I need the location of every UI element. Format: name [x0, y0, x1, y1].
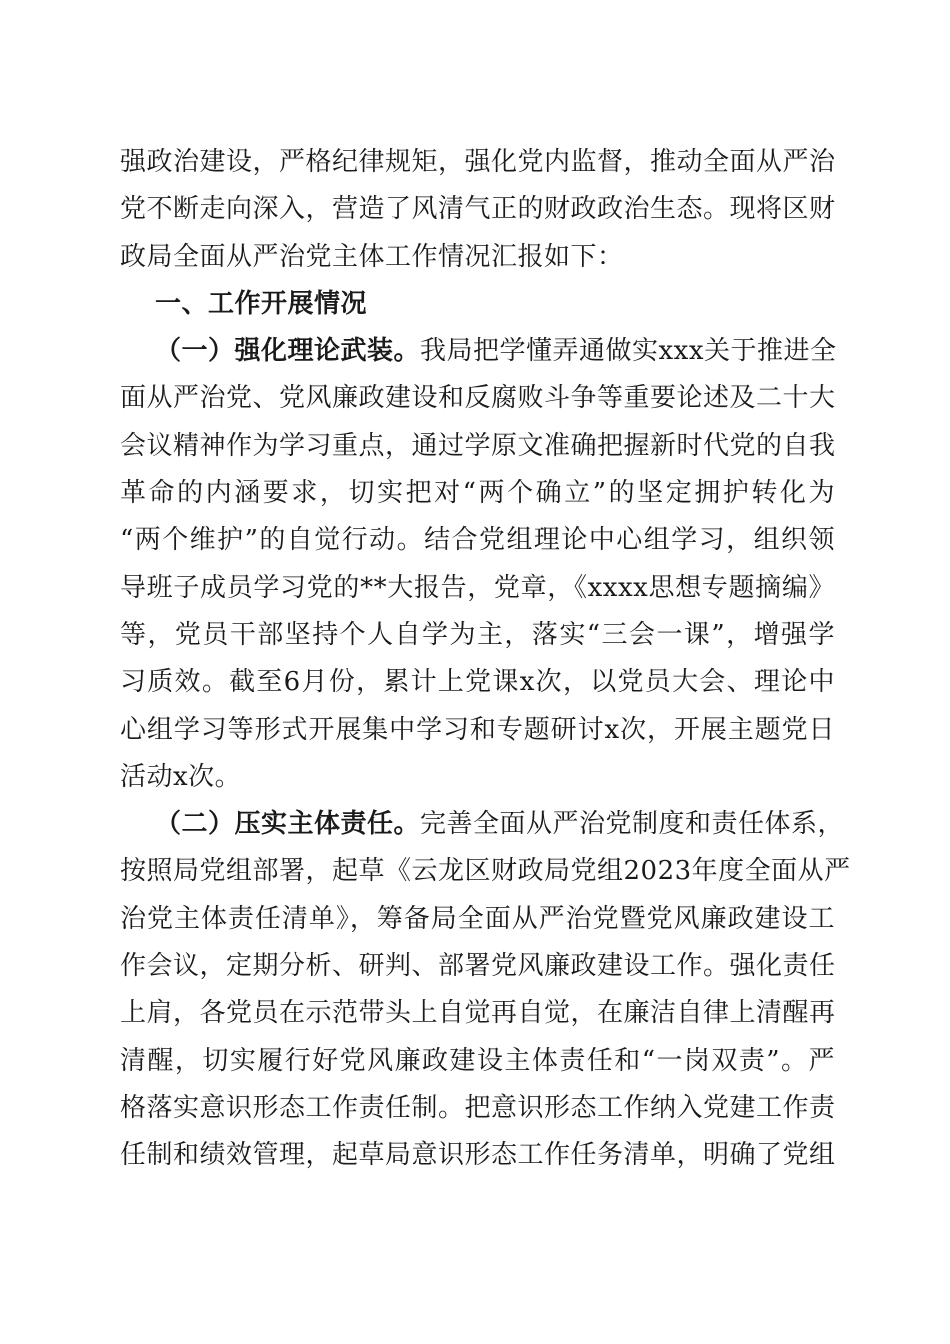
section1-line-5: “两个维护”的自觉行动。结合党组理论中心组学习，组织领 — [120, 525, 835, 556]
intro-line-3: 政局全面从严治党主体工作情况汇报如下： — [120, 241, 624, 272]
section2-line-6: 清醒，切实履行好党风廉政建设主体责任和“一岗双责”。严 — [120, 1045, 835, 1076]
section1-line-3: 会议精神作为学习重点，通过学原文准确把握新时代党的自我 — [120, 430, 836, 461]
section2-line-3: 治党主体责任清单》，筹备局全面从严治党暨党风廉政建设工 — [120, 903, 835, 934]
section2-line-5: 上肩，各党员在示范带头上自觉再自觉，在廉洁自律上清醒再 — [120, 998, 836, 1029]
section2-line-2: 按照局党组部署，起草《云龙区财政局党组2023年度全面从严 — [120, 856, 851, 887]
section2-lead: （二）压实主体责任。 — [155, 809, 421, 840]
document-body — [120, 139, 851, 1180]
section1-line-2: 面从严治党、党风廉政建设和反腐败斗争等重要论述及二十大 — [120, 383, 836, 414]
section2-first-line — [120, 801, 845, 848]
section1-first-line — [120, 328, 835, 375]
section1-line-10: 活动x次。 — [120, 761, 242, 792]
section2-first-line-text: 完善全面从严治党制度和责任体系， — [420, 809, 845, 840]
section1-line-8: 习质效。截至6月份，累计上党课x次，以党员大会、理论中 — [120, 667, 835, 698]
section-heading: 一、工作开展情况 — [155, 288, 368, 319]
section1-first-line-text: 我局把学懂弄通做实xxx关于推进全 — [420, 336, 837, 367]
section1-lead: （一）强化理论武装。 — [155, 336, 421, 367]
section2-line-7: 格落实意识形态工作责任制。把意识形态工作纳入党建工作责 — [120, 1092, 836, 1123]
section1-line-4: 革命的内涵要求，切实把对“两个确立”的坚定拥护转化为 — [120, 478, 835, 509]
intro-line-1: 强政治建设，严格纪律规矩，强化党内监督，推动全面从严治 — [120, 147, 836, 177]
section1-line-7: 等，党员干部坚持个人自学为主，落实“三会一课”，增强学 — [120, 619, 835, 650]
section2-line-4: 作会议，定期分析、研判、部署党风廉政建设工作。强化责任 — [120, 951, 836, 982]
section1-line-9: 心组学习等形式开展集中学习和专题研讨x次，开展主题党日 — [120, 714, 835, 745]
section1-line-6: 导班子成员学习党的**大报告，党章，《xxxx思想专题摘编》 — [120, 572, 835, 603]
section2-line-8: 任制和绩效管理，起草局意识形态工作任务清单，明确了党组 — [120, 1140, 836, 1171]
intro-line-2: 党不断走向深入，营造了风清气正的财政政治生态。现将区财 — [120, 194, 836, 225]
